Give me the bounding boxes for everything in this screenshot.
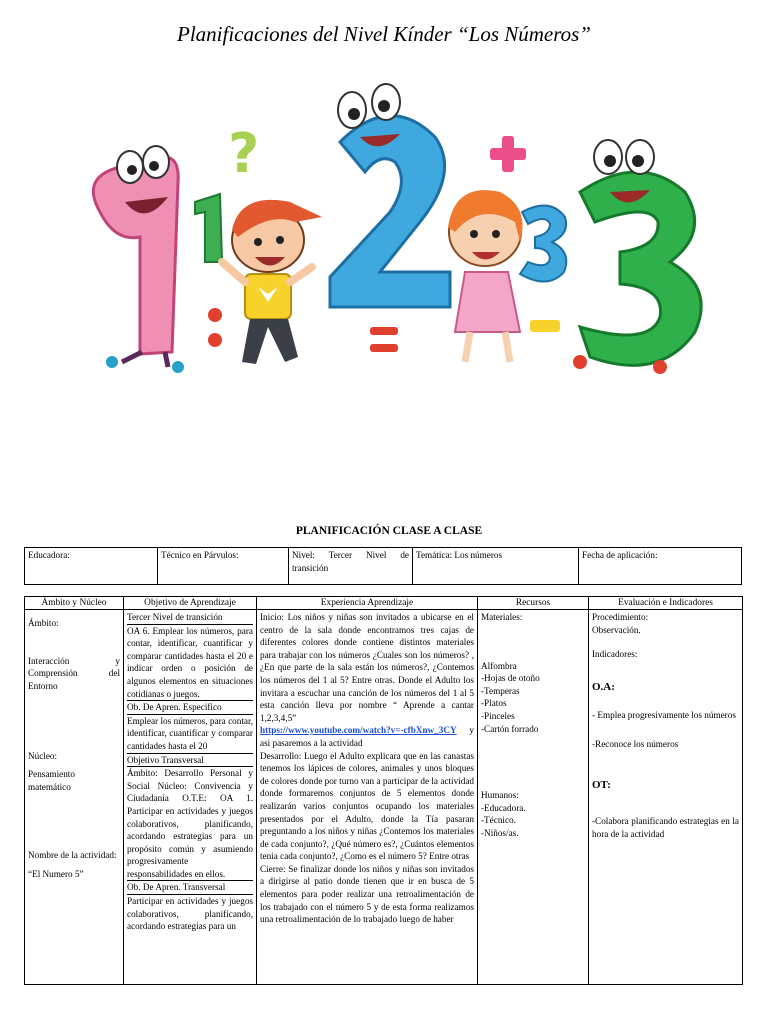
- col-header: Objetivo de Aprendizaje: [124, 597, 257, 610]
- link-suffix: y asi pasaremos a la actividad: [260, 725, 474, 748]
- col-header: Ámbito y Núcleo: [25, 597, 124, 610]
- apren-transversal-text: Participar en actividades y juegos colaborativos, planificando, acordando estrategias para un: [127, 896, 253, 932]
- especifico-label: Ob. De Apren. Especifico: [127, 701, 253, 715]
- girl-character: [448, 190, 523, 362]
- humanos-label: Humanos:: [481, 790, 519, 801]
- indicadores-label: Indicadores:: [592, 649, 638, 660]
- resource-item: -Temperas: [481, 685, 520, 696]
- indicator-item: -Colabora planificando estrategias en la hora de la actividad: [592, 816, 739, 839]
- indicator-item: -Reconoce los números: [592, 738, 679, 749]
- page-title: Planificaciones del Nivel Kínder “Los Números”: [177, 22, 591, 46]
- ambito-cell: [25, 610, 124, 985]
- planning-table: [24, 596, 743, 985]
- observacion-text: Observación.: [592, 624, 641, 635]
- especifico-text: Emplear los números, para contar, identificar, cuantificar y comparar cantidades hasta el 20: [127, 715, 253, 754]
- fecha-cell: Fecha de aplicación:: [579, 548, 742, 585]
- resource-item: -Pinceles: [481, 710, 515, 721]
- number-three-character: [573, 140, 701, 374]
- col-header: Experiencia Aprendizaje: [257, 597, 478, 610]
- resource-item: -Cartón forrado: [481, 723, 539, 734]
- svg-text:?: ?: [228, 122, 260, 185]
- number-two-character: [330, 84, 450, 307]
- human-item: -Educadora.: [481, 802, 526, 813]
- numbers-illustration: [60, 62, 720, 392]
- number-one-character: [93, 146, 184, 373]
- recursos-cell: [478, 610, 589, 985]
- experiencia-cell: [257, 610, 478, 985]
- transversal-text: Ámbito: Desarrollo Personal y Social Núcleo: Convivencia y Ciudadanía O.T.E: OA 1. Participar en actividades y juegos colaborativos, planificando, acordando estrategias para un propósito común y asumiendo progresivamente responsabilidades en ellos.: [127, 767, 253, 881]
- indicator-item: - Emplea progresivamente los números: [592, 710, 736, 721]
- ot-heading: OT:: [592, 778, 611, 791]
- boy-character: [222, 200, 322, 364]
- cierre-text: Cierre: Se finalizar donde los niños y niñas son invitados a dirigirse al patio donde tienen que ir en busca de 5 elementos para poder realizar una retroalimentación de los trabajado con el número 5 y de esta forma realizamos una retroalimentación de lo trabajado luego de haber: [260, 863, 474, 925]
- nivel-row: Tercer Nivel de transición: [127, 611, 253, 625]
- song-link[interactable]: https://www.youtube.com/watch?v=-cfbXnw_3CY: [260, 725, 457, 736]
- apren-transversal-label: Ob. De Apren. Transversal: [127, 881, 253, 895]
- transversal-label: Objetivo Transversal: [127, 754, 253, 768]
- tecnico-cell: Técnico en Párvulos:: [158, 548, 289, 585]
- procedimiento-label: Procedimiento:: [592, 612, 649, 622]
- col-header: Evaluación e Indicadores: [589, 597, 743, 610]
- human-item: -Niños/as.: [481, 827, 519, 838]
- resource-item: -Platos: [481, 698, 507, 709]
- activity-name-value: “El Numero 5”: [28, 868, 84, 879]
- activity-name-label: Nombre de la actividad:: [28, 850, 117, 861]
- nucleo-value: Pensamiento matemático: [28, 768, 75, 792]
- educadora-cell: Educadora:: [25, 548, 158, 585]
- inicio-text: Inicio: Los niños y niñas son invitados a ubicarse en el centro de la sala donde encontramos tres cajas de diferentes colores donde contiene distintos materiales para trabajar con los números ¿Cuales son los números? , ¿En que parte de la sala están los números?, ¿Contemos los números del 1 al 5? Entre otras. Donde el Adulto los invitara a escuchar una canción de los números del 1 al 5 esta canción lleva por nombre “ Aprende a cantar 1,2,3,4,5”: [260, 612, 474, 723]
- col-header: Recursos: [478, 597, 589, 610]
- desarrollo-text: Desarrollo: Luego el Adulto explicara que en las canastas tenemos los lápices de colores, animales y unos bloques de colores donde por turno van a participar de la actividad donde formaremos conjuntos de 5 elementos donde realizarán varios conjuntos ocupando los materiales presentados por el Adulto, donde la Tía pasaran preguntando a los niños y niñas ¿Contemos los materiales de cada conjunto?, ¿Qué número es?, ¿Cuántos elementos tenia cada conjunto?, ¿Como es el número 5? Entre otras: [260, 750, 474, 862]
- oa-text: OA 6. Emplear los números, para contar, identificar, cuantificar y comparar cantidades hasta el 20 e indicar orden o posición de algunos elementos en situaciones cotidianas o juegos.: [127, 625, 253, 702]
- evaluacion-cell: [589, 610, 743, 985]
- resource-item: Alfombra: [481, 660, 517, 671]
- subtitle: PLANIFICACIÓN CLASE A CLASE: [295, 525, 483, 537]
- materiales-label: Materiales:: [481, 612, 523, 622]
- header-table: [24, 547, 742, 585]
- ambito-label: Ámbito:: [28, 618, 59, 628]
- tematica-cell: Temática: Los números: [413, 548, 579, 585]
- resource-item: -Hojas de otoño: [481, 673, 540, 684]
- nivel-cell: Nivel: Tercer Nivel de transición: [289, 548, 413, 585]
- oa-heading: O.A:: [592, 680, 615, 693]
- human-item: -Técnico.: [481, 815, 516, 826]
- nucleo-label: Núcleo:: [28, 751, 58, 762]
- ambito-value: Interacción y Comprensión del Entorno: [28, 655, 120, 691]
- objetivo-cell: [124, 610, 257, 985]
